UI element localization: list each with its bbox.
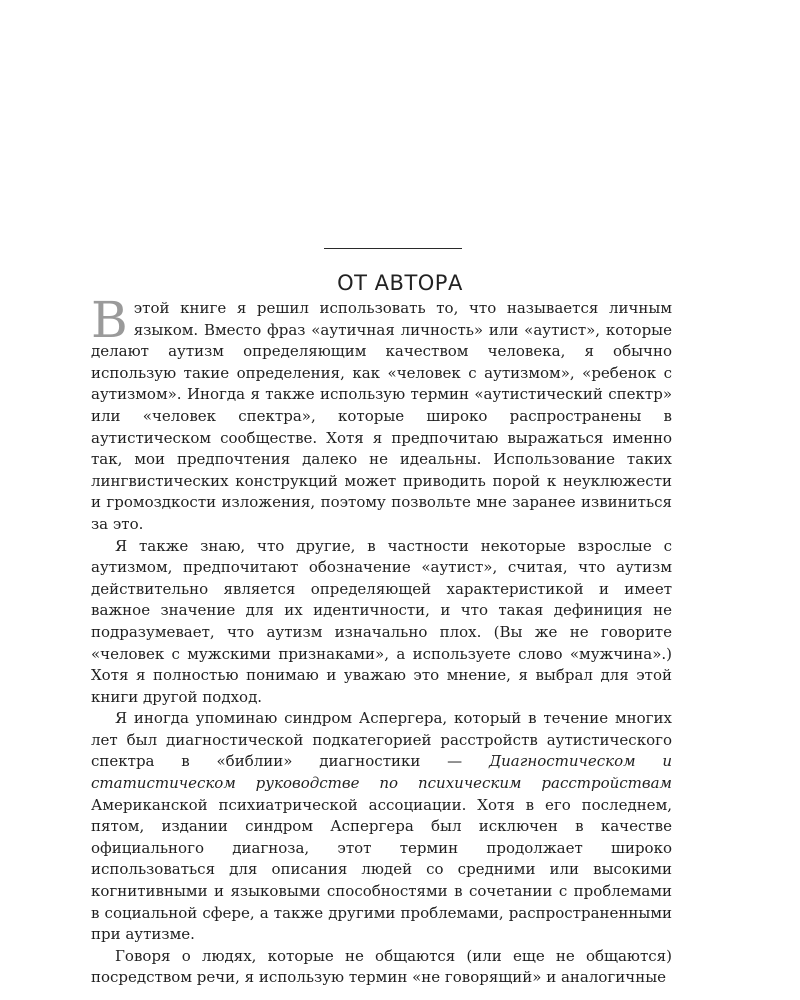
body-text (91, 291, 672, 989)
paragraph-4: Говоря о людях, которые не общаются (или еще не общаются) посредством речи, я использую термин «не говорящий» и аналогичные (91, 946, 672, 987)
paragraph-1 (91, 291, 672, 536)
paragraph-3-text-after: Американской психиатрической ассоциации. Хотя в его последнем, пятом, издании синдром Аспергера был исключен в качестве официального диагноза, этот термин продолжает широко использоваться для описания людей со средними или высокими когнитивными и языковыми способностями в сочетании с проблемами в социальной сфере, а также другими проблемами, распространенными при аутизме. (91, 795, 672, 944)
paragraph-3-text-before: Я иногда упоминаю синдром Аспергера, который в течение многих лет был диагностической подкатегорией расстройств аутистического спектра в «библии» диагностики — (91, 709, 672, 771)
paragraph-3 (91, 708, 672, 946)
drop-cap: В (91, 291, 128, 349)
paragraph-2: Я также знаю, что другие, в частности некоторые взрослые с аутизмом, предпочитают обозначение «аутист», считая, что аутизм действительно является определяющей характеристикой и имеет важное значение для их идентичности, и что такая дефиниция не подразумевает, что аутизм изначально плох. (Вы же не говорите «человек с мужскими признаками», а используете слово «мужчина».) Хотя я полностью понимаю и уважаю это мнение, я выбрал для этой книги другой подход. (91, 536, 672, 706)
heading-rule (324, 248, 462, 249)
page-heading: ОТ АВТОРА (337, 271, 463, 295)
paragraph-1-text: этой книге я решил использовать то, что называется личным языком. Вместо фраз «аутичная личность» или «аутист», которые делают аутизм определяющим качеством человека, я обычно использую такие определения, как «человек с аутизмом», «ребенок с аутизмом». Иногда я также использую термин «аутистический спектр» или «человек спектра», которые широко распространены в аутистическом сообществе. Хотя я предпочитаю выражаться именно так, мои предпочтения далеко не идеальны. Использование таких лингвистических конструкций может приводить порой к неуклюжести и громоздкости изложения, поэтому позвольте мне заранее извиниться за это. (91, 299, 672, 533)
book-title: Диагностическом и статистическом руководстве по психическим расстройствам (91, 752, 672, 793)
